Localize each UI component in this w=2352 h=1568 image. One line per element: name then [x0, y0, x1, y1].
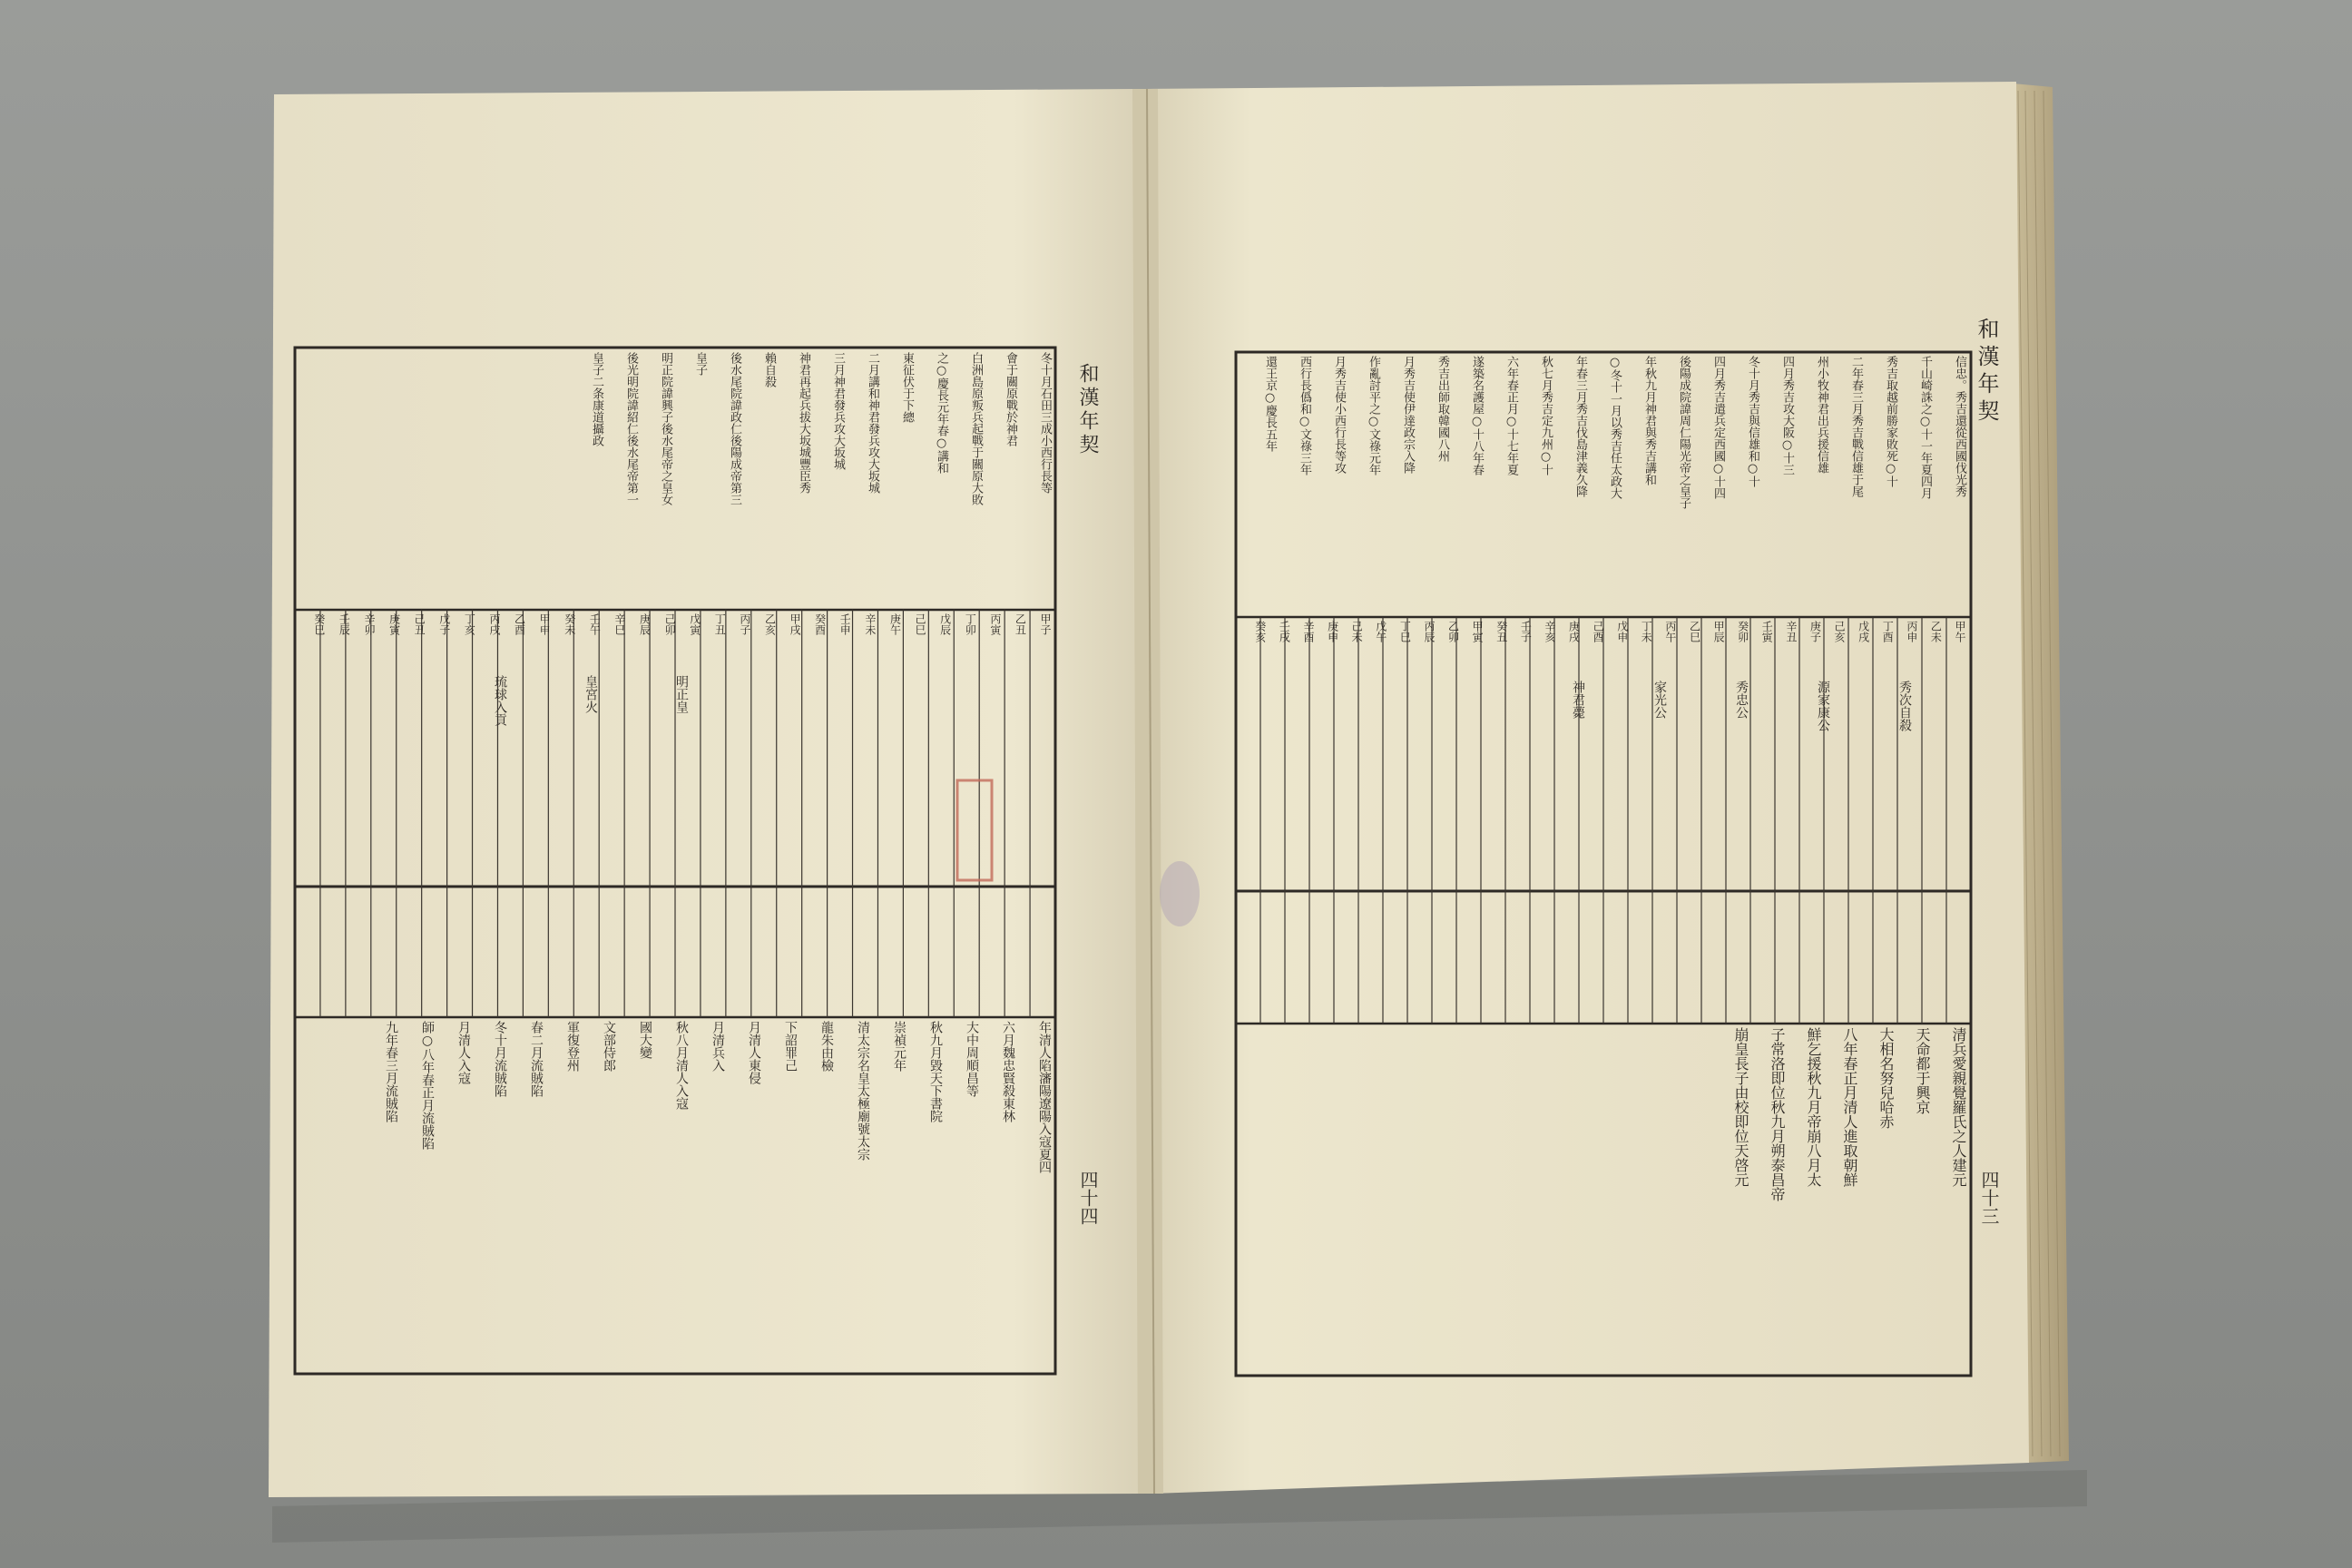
year-cell: 乙亥 [763, 613, 777, 635]
text-column: 神君再起兵拔大坂城豐臣秀 [797, 352, 810, 494]
text-column: 六年春正月○十七年夏 [1504, 356, 1518, 475]
note-entry: 神君薨 [1571, 681, 1585, 719]
text-column: 軍復登州 [565, 1021, 580, 1072]
text-column: 年清人陷瀋陽遼陽入寇夏四 [1037, 1021, 1052, 1173]
ink-stain [1160, 861, 1200, 926]
year-cell: 己巳 [914, 613, 927, 635]
year-cell: 丙戌 [487, 613, 501, 635]
year-cell: 甲戌 [789, 613, 802, 635]
left-page-bottom-section [299, 1021, 1051, 1370]
text-column: 文部侍郎 [602, 1021, 616, 1072]
year-cell: 辛酉 [1301, 621, 1315, 642]
text-column: 春二月流賊陷 [529, 1021, 544, 1097]
year-cell: 乙酉 [513, 613, 526, 635]
year-cell: 壬子 [1519, 621, 1533, 642]
year-cell: 己未 [1350, 621, 1364, 642]
text-column: 大相名努兒哈赤 [1877, 1027, 1895, 1129]
text-column: 秋八月清人入寇 [674, 1021, 689, 1110]
text-column: 秋九月毀天下書院 [928, 1021, 943, 1122]
year-cell: 戊申 [1615, 621, 1629, 642]
spine-header-right: 和漢年契 [1974, 318, 1999, 426]
year-cell: 丁卯 [964, 613, 977, 635]
year-cell: 癸丑 [1494, 621, 1508, 642]
right-page-bottom-section [1241, 1027, 1965, 1372]
year-cell: 丁未 [1640, 621, 1653, 642]
text-column: 月清人東侵 [747, 1021, 761, 1084]
year-cell: 壬戌 [1278, 621, 1291, 642]
text-column: 冬十月秀吉與信雄和○十 [1746, 356, 1759, 487]
note-entry: 秀忠公 [1734, 681, 1749, 719]
text-column: 皇子二条康道攝政 [590, 352, 603, 446]
year-cell: 己亥 [1833, 621, 1847, 642]
text-column: 冬十月石田三成小西行長等 [1038, 352, 1052, 494]
text-column: 千山崎誅之○十一年夏四月 [1918, 356, 1932, 499]
year-cell: 丙寅 [988, 613, 1002, 635]
year-cell: 癸未 [563, 613, 576, 635]
text-column: 清兵愛親覺羅氏之人建元 [1950, 1027, 1967, 1187]
year-cell: 戊午 [1374, 621, 1387, 642]
year-cell: 丙子 [738, 613, 751, 635]
text-column: 月清兵入 [710, 1021, 725, 1072]
year-cell: 己丑 [413, 613, 426, 635]
text-column: 鮮乞援秋九月帝崩八月太 [1805, 1027, 1822, 1187]
text-column: 之○慶長元年春○講和 [935, 352, 948, 474]
text-column: 四月秀吉遣兵定西國○十四 [1711, 356, 1725, 499]
text-column: 二月講和神君發兵攻大坂城 [866, 352, 879, 494]
year-cell: 庚辰 [638, 613, 652, 635]
year-cell: 丁亥 [463, 613, 476, 635]
year-cell: 壬辰 [338, 613, 351, 635]
year-cell: 己酉 [1592, 621, 1605, 642]
text-column: 八年春正月清人進取朝鮮 [1841, 1027, 1858, 1187]
year-cell: 壬申 [838, 613, 852, 635]
year-cell: 丁巳 [1398, 621, 1412, 642]
year-cell: 己卯 [663, 613, 677, 635]
note-entry: 家光公 [1652, 681, 1667, 719]
right-page-notes-row [1241, 681, 1965, 862]
year-cell: 辛亥 [1543, 621, 1556, 642]
year-cell: 甲辰 [1712, 621, 1726, 642]
text-column: 崩皇長子由校即位天啓元 [1732, 1027, 1749, 1187]
year-cell: 癸巳 [312, 613, 326, 635]
text-column: 四月秀吉攻大阪○十三 [1780, 356, 1794, 475]
year-cell: 甲子 [1039, 613, 1052, 635]
year-cell: 乙未 [1929, 621, 1943, 642]
text-column: 皇子 [693, 352, 707, 376]
text-column: 西行長僞和○文祿三年 [1298, 356, 1311, 475]
text-column: 白洲島原叛兵起戰于關原大敗 [969, 352, 983, 505]
text-column: ○冬十一月以秀吉任太政大 [1608, 356, 1622, 499]
text-column: 月清人入寇 [456, 1021, 471, 1084]
year-cell: 辛巳 [612, 613, 626, 635]
text-column: 月秀吉使伊達政宗入降 [1401, 356, 1415, 474]
spine-header-left: 和漢年契 [1076, 363, 1099, 457]
year-cell: 丙申 [1905, 621, 1918, 642]
text-column: 年春三月秀吉伐島津義久降 [1573, 356, 1587, 497]
text-column: 六月魏忠賢殺東林 [1001, 1021, 1015, 1122]
year-cell: 庚戌 [1567, 621, 1581, 642]
text-column: 後水尾院諱政仁後陽成帝第三 [728, 352, 741, 505]
text-column: 清太宗名皇太極廟號太宗 [856, 1021, 870, 1161]
text-column: 下詔罪己 [783, 1021, 798, 1072]
text-column: 後陽成院諱周仁陽光帝之皇子 [1677, 356, 1690, 509]
year-cell: 丁丑 [713, 613, 727, 635]
text-column: 月秀吉使小西行長等攻 [1332, 356, 1346, 474]
year-cell: 辛未 [863, 613, 877, 635]
year-cell: 甲申 [538, 613, 552, 635]
text-column: 崇禎元年 [892, 1021, 906, 1072]
year-cell: 乙丑 [1014, 613, 1027, 635]
text-column: 還王京○慶長五年 [1263, 356, 1277, 452]
year-cell: 癸酉 [813, 613, 827, 635]
year-cell: 戊寅 [688, 613, 701, 635]
text-column: 州小牧神君出兵援信雄 [1815, 356, 1828, 474]
text-column: 大中周順昌等 [965, 1021, 979, 1097]
page-number-right: 四十三 [1978, 1171, 2000, 1225]
year-cell: 癸亥 [1253, 621, 1267, 642]
year-cell: 乙巳 [1688, 621, 1701, 642]
year-cell: 庚寅 [387, 613, 401, 635]
text-column: 秋七月秀吉定九州○十 [1539, 356, 1553, 475]
year-cell: 庚申 [1326, 621, 1339, 642]
text-column: 天命都于興京 [1914, 1027, 1931, 1114]
note-entry: 皇宮火 [583, 675, 598, 713]
text-column: 二年春三月秀吉戰信雄于尾 [1849, 356, 1863, 497]
page-number-left: 四十四 [1077, 1171, 1099, 1225]
text-column: 秀吉出師取韓國八州 [1436, 356, 1449, 462]
text-column: 賴自殺 [762, 352, 776, 387]
year-cell: 壬寅 [1760, 621, 1774, 642]
year-cell: 甲午 [1954, 621, 1966, 642]
text-column: 明正院諱興子後水尾帝之皇女 [659, 352, 672, 505]
year-cell: 甲寅 [1471, 621, 1485, 642]
text-column: 信忠。秀吉還從西國伐光秀 [1953, 356, 1966, 497]
year-cell: 戊辰 [938, 613, 952, 635]
note-entry: 明正皇 [674, 675, 689, 713]
year-cell: 庚子 [1808, 621, 1822, 642]
text-column: 遂築名護屋○十八年春 [1470, 356, 1484, 475]
year-cell: 丙辰 [1422, 621, 1436, 642]
note-entry: 源家康公 [1816, 681, 1830, 731]
text-column: 國大變 [638, 1021, 652, 1059]
text-column: 三月神君發兵攻大坂城 [831, 352, 845, 470]
year-cell: 丁酉 [1881, 621, 1895, 642]
year-cell: 戊子 [437, 613, 451, 635]
year-cell: 庚午 [888, 613, 902, 635]
text-column: 九年春三月流賊陷 [384, 1021, 398, 1122]
year-cell: 乙卯 [1446, 621, 1460, 642]
right-page-top-section [1241, 356, 1965, 613]
year-cell: 癸卯 [1736, 621, 1749, 642]
text-column: 東征伏于下總 [900, 352, 914, 423]
text-column: 冬十月流賊陷 [493, 1021, 507, 1097]
year-cell: 辛卯 [362, 613, 376, 635]
text-column: 作亂討平之○文祿元年 [1367, 356, 1380, 475]
note-entry: 琉球入貢 [493, 675, 507, 726]
year-cell: 壬午 [588, 613, 602, 635]
left-page-notes-row [299, 675, 1051, 875]
left-page-top-section [299, 352, 1051, 606]
year-cell: 戊戌 [1857, 621, 1870, 642]
year-cell: 丙午 [1663, 621, 1677, 642]
text-column: 秀吉取越前勝家敗死○十 [1884, 356, 1897, 487]
text-column: 年秋九月神君與秀吉講和 [1642, 356, 1656, 485]
note-entry: 秀次自殺 [1897, 681, 1912, 731]
year-cell: 辛丑 [1784, 621, 1798, 642]
text-column: 師○八年春正月流賊陷 [420, 1021, 435, 1150]
text-column: 會于關原戰於神君 [1004, 352, 1017, 446]
left-page-year-row [299, 613, 1051, 668]
text-column: 子常洛即位秋九月朔泰昌帝 [1769, 1027, 1786, 1201]
text-column: 後光明院諱紹仁後水尾帝第一 [624, 352, 638, 505]
right-page-year-row [1241, 621, 1965, 675]
text-column: 龍朱由檢 [819, 1021, 834, 1072]
